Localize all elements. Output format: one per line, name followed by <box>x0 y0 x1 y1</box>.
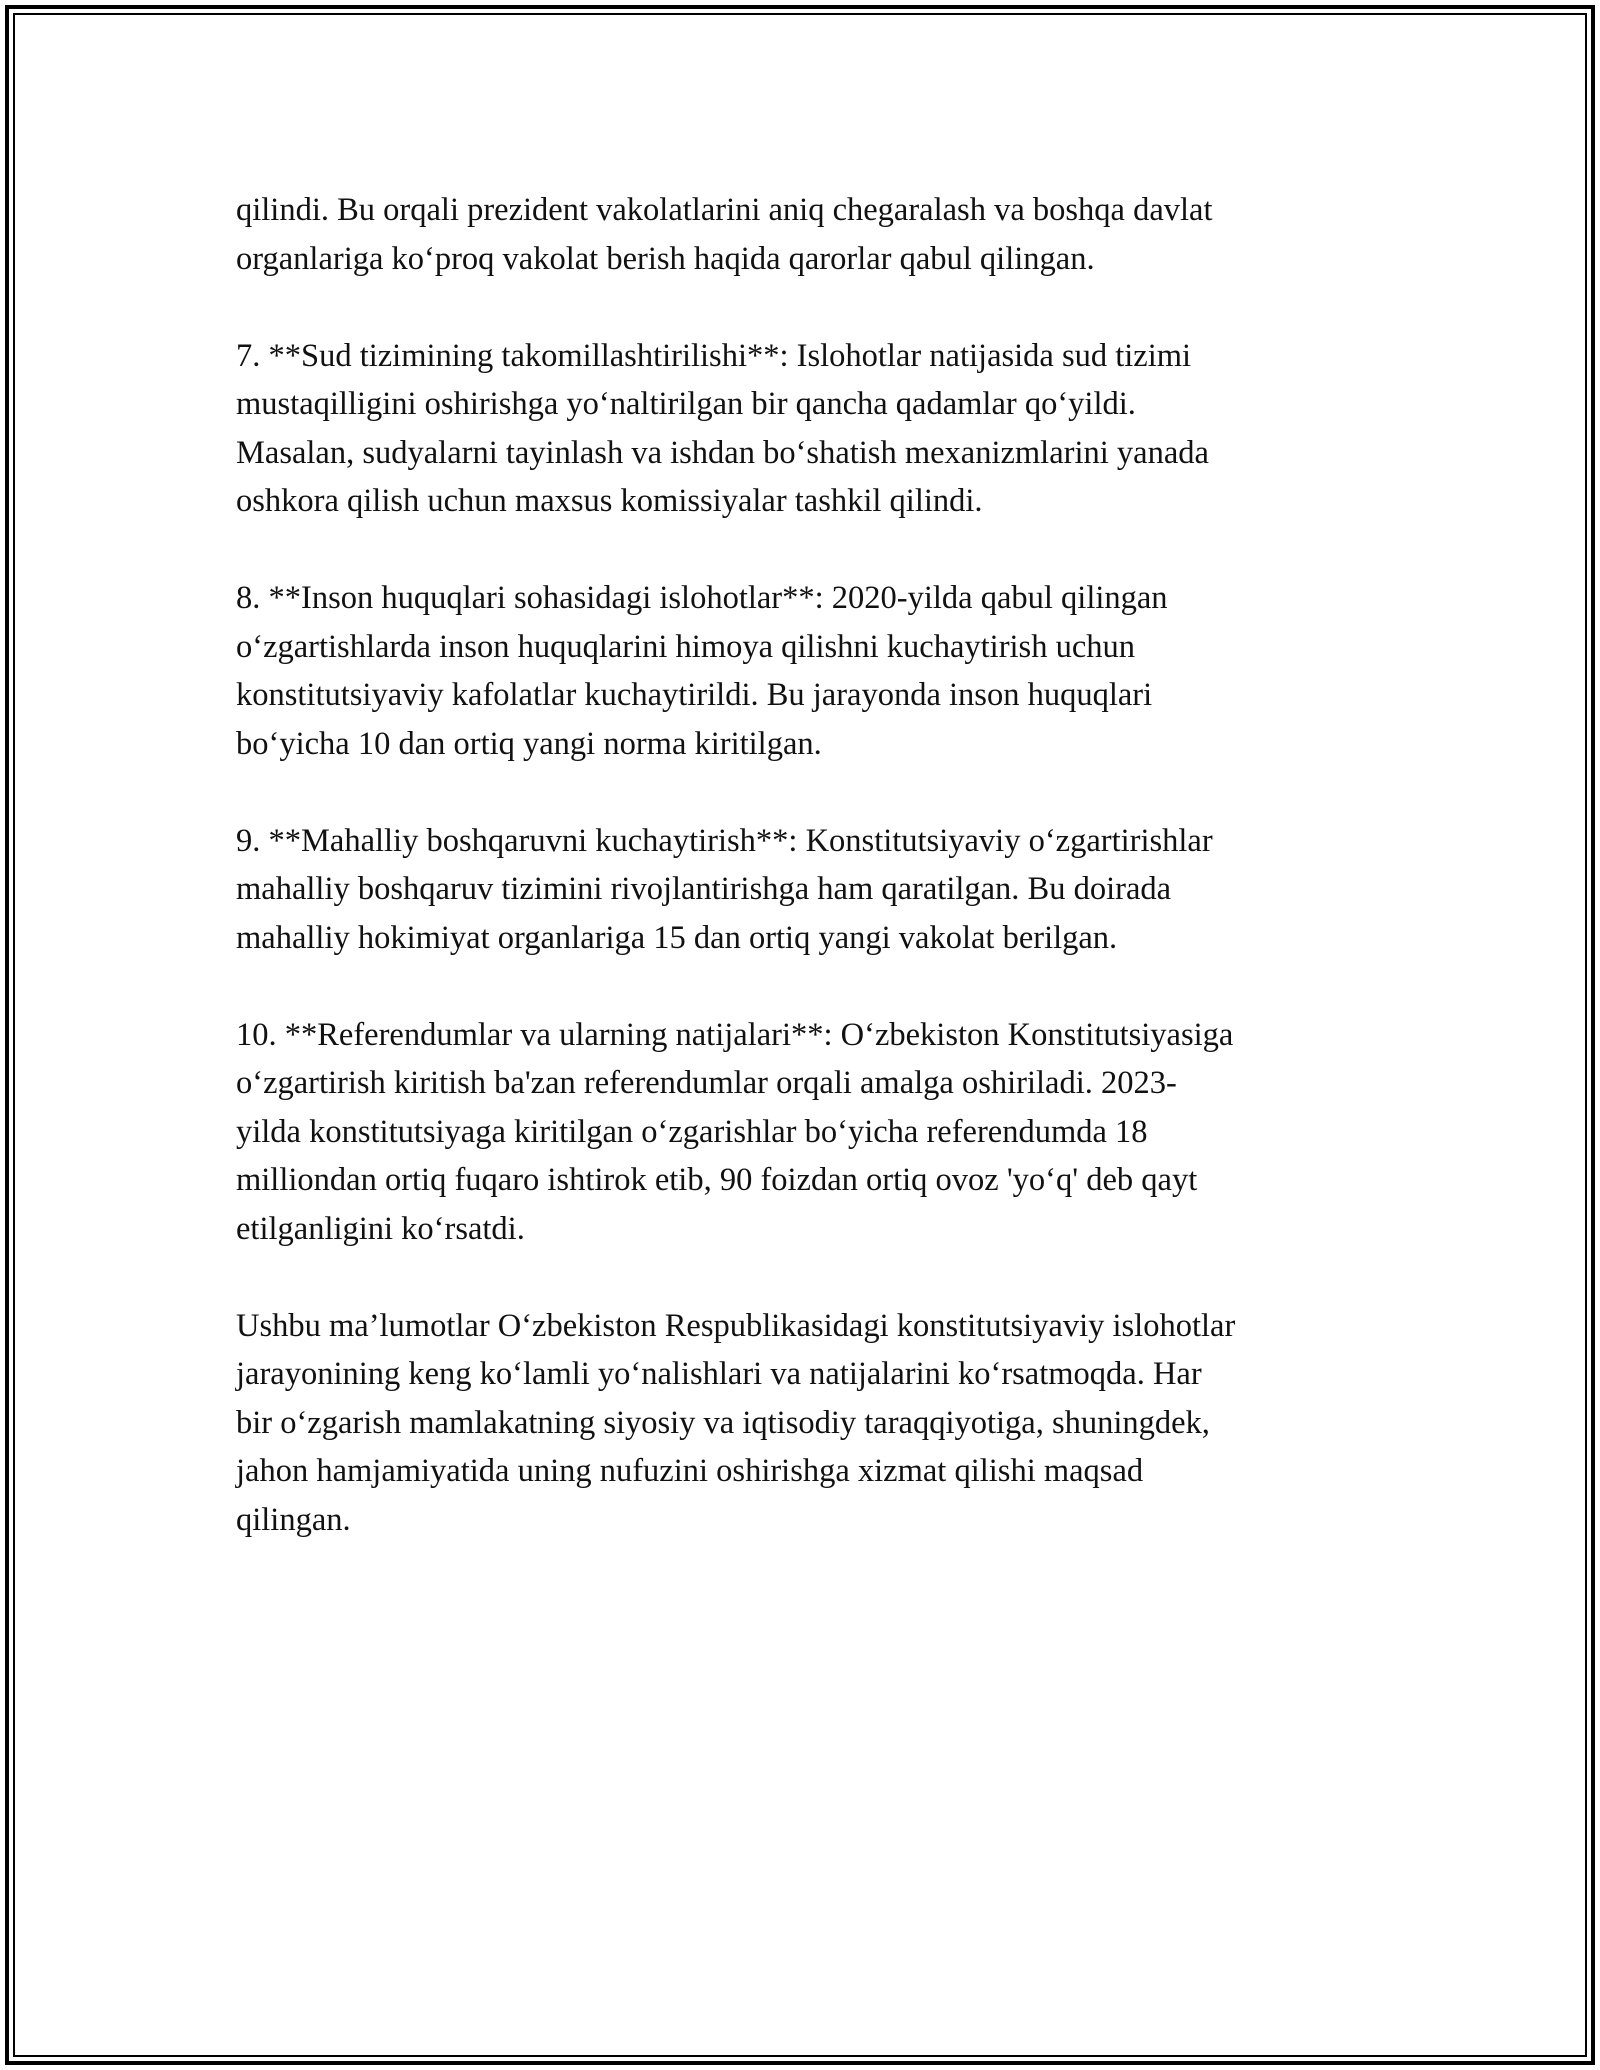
paragraph-item-7: 7. **Sud tizimining takomillashtirilishi**: Islohotlar natijasida sud tizimi mustaqilligini oshirishga yo‘naltirilgan bir qancha qadamlar qo‘yildi. Masalan, sudyalarni tayinlash va ishdan bo‘shatish mexanizmlarini yanada oshkora qilish uchun maxsus komissiyalar tashkil qilindi. <box>236 337 1209 519</box>
paragraph-continuation: qilindi. Bu orqali prezident vakolatlarini aniq chegaralash va boshqa davlat organlariga ko‘proq vakolat berish haqida qarorlar qabul qilingan. <box>236 192 1213 277</box>
paragraph-item-10: 10. **Referendumlar va ularning natijalari**: O‘zbekiston Konstitutsiyasiga o‘zgartirish kiritish ba'zan referendumlar orqali amalga oshiriladi. 2023- yilda konstitutsiyaga kiritilgan o‘zgarishlar bo‘yicha referendumda 18 milliondan ortiq fuqaro ishtirok etib, 90 foizdan ortiq ovoz 'yo‘q' deb qayt etilganligini ko‘rsatdi. <box>236 1016 1234 1247</box>
paragraph-conclusion: Ushbu ma’lumotlar O‘zbekiston Respublikasidagi konstitutsiyaviy islohotlar jarayonining keng ko‘lamli yo‘nalishlari va natijalarini ko‘rsatmoqda. Har bir o‘zgarish mamlakatning siyosiy va iqtisodiy taraqqiyotiga, shuningdek, jahon hamjamiyatida uning nufuzini oshirishga xizmat qilishi maqsad qilingan. <box>236 1307 1236 1538</box>
document-body <box>236 186 1376 1593</box>
paragraph-item-9: 9. **Mahalliy boshqaruvni kuchaytirish**: Konstitutsiyaviy o‘zgartirishlar mahalliy boshqaruv tizimini rivojlantirishga ham qaratilgan. Bu doirada mahalliy hokimiyat organlariga 15 dan ortiq yangi vakolat berilgan. <box>236 822 1213 956</box>
paragraph-item-8: 8. **Inson huquqlari sohasidagi islohotlar**: 2020-yilda qabul qilingan o‘zgartishlarda inson huquqlarini himoya qilishni kuchaytirish uchun konstitutsiyaviy kafolatlar kuchaytirildi. Bu jarayonda inson huquqlari bo‘yicha 10 dan ortiq yangi norma kiritilgan. <box>236 580 1168 762</box>
